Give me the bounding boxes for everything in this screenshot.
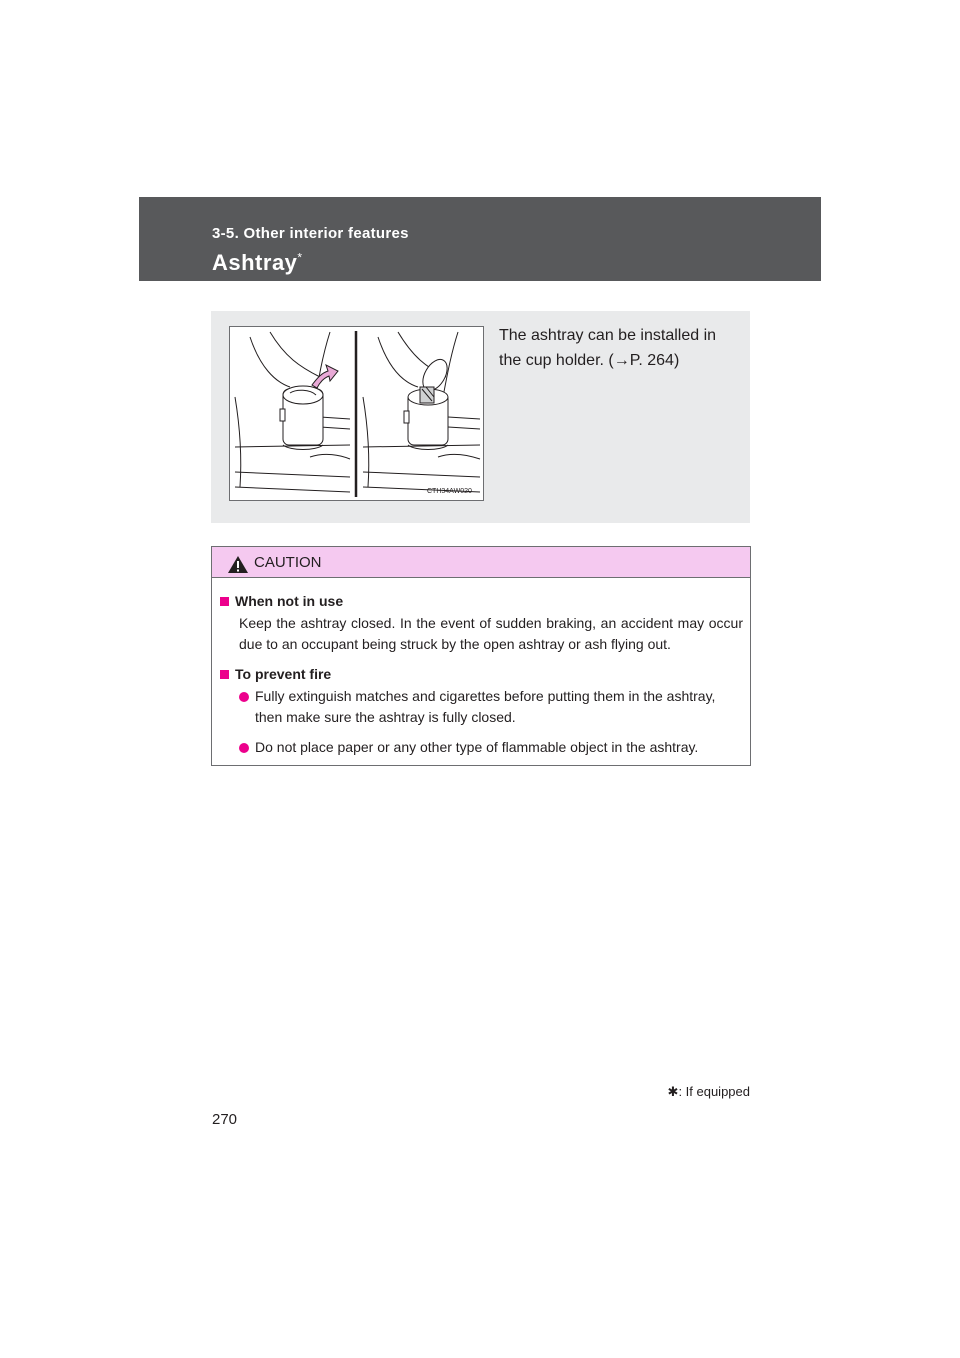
round-bullet-icon (239, 692, 249, 702)
arrow-icon (312, 365, 338, 388)
subhead-text: When not in use (235, 593, 344, 609)
list-item-text: Do not place paper or any other type of flammable object in the ashtray. (255, 739, 699, 755)
illustration-caption: The ashtray can be installed in the cup holder. (→P. 264) (499, 327, 717, 369)
ashtray-illustration-svg (230, 327, 483, 500)
warning-triangle-icon (227, 555, 249, 574)
ashtray-illustration (229, 326, 484, 501)
page-title (212, 250, 303, 276)
caution-subhead (220, 664, 743, 685)
square-bullet-icon (220, 670, 229, 679)
footnote (668, 1084, 750, 1100)
header-band (139, 197, 821, 281)
page-title-text: Ashtray (212, 250, 298, 275)
footnote-text: : If equipped (678, 1084, 750, 1099)
square-bullet-icon (220, 597, 229, 606)
caution-subhead (220, 591, 743, 612)
list-item (239, 686, 743, 728)
page-number: 270 (212, 1111, 238, 1128)
list-item (239, 737, 743, 758)
ashtray-closed-illustration (235, 332, 350, 492)
title-asterisk: * (297, 250, 303, 265)
subhead-text: To prevent fire (235, 666, 332, 682)
caution-title: CAUTION (254, 554, 322, 571)
ashtray-open-illustration (363, 332, 480, 492)
list-item-text: Fully extinguish matches and cigarettes before putting them in the ashtray, then make sure the ashtray is fully closed. (255, 688, 716, 725)
caution-paragraph: Keep the ashtray closed. In the event of sudden braking, an accident may occur due to an occupant being struck by the open ashtray or ash flying out. (239, 615, 743, 652)
caution-box (211, 546, 751, 766)
figure-code: CTH34AW020 (427, 488, 472, 495)
illustration-panel (211, 311, 750, 523)
footnote-mark: ✱ (667, 1084, 679, 1099)
round-bullet-icon (239, 743, 249, 753)
section-label: 3-5. Other interior features (212, 225, 409, 242)
caution-header (212, 547, 750, 578)
caution-body (212, 578, 750, 758)
